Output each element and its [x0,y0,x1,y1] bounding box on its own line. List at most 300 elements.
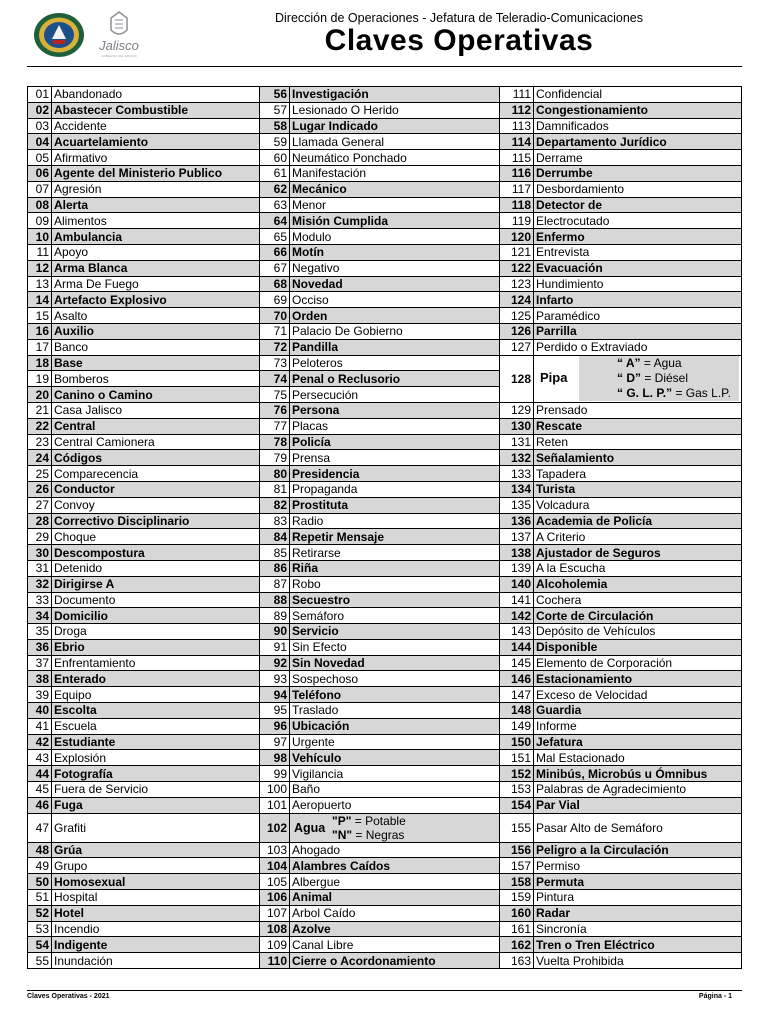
code-number: 113 [500,118,534,134]
table-row [28,181,742,197]
code-label: Accidente [52,118,260,134]
code-number: 50 [28,874,52,890]
code-label: Vuelta Prohibida [534,953,742,969]
code-label: Informe [534,718,742,734]
code-label: Servicio [290,624,500,640]
code-label: Penal o Reclusorio [290,371,500,387]
code-label: Ajustador de Seguros [534,545,742,561]
code-number: 104 [260,858,290,874]
code-label: Infarto [534,292,742,308]
code-label: Ebrio [52,639,260,655]
code-label: Choque [52,529,260,545]
code-label: Dirigirse A [52,576,260,592]
code-label: Tapadera [534,466,742,482]
code-number: 108 [260,921,290,937]
code-label: Confidencial [534,87,742,103]
code-number: 73 [260,355,290,371]
page-title: Claves Operativas [324,24,594,57]
table-row [28,150,742,166]
code-number: 80 [260,466,290,482]
code-label: Cierre o Acordonamiento [290,953,500,969]
code-number: 90 [260,624,290,640]
code-label: Hospital [52,890,260,906]
code-option [579,371,739,386]
code-number: 100 [260,782,290,798]
table-row [28,418,742,434]
code-label: Indigente [52,937,260,953]
code-option [332,828,406,842]
code-label: Par Vial [534,797,742,813]
code-number: 28 [28,513,52,529]
code-label: Persecución [290,387,500,403]
table-row [28,858,742,874]
code-number: 03 [28,118,52,134]
code-label: Ambulancia [52,229,260,245]
code-label-text: Pipa [540,370,568,386]
code-number: 139 [500,560,534,576]
code-number: 150 [500,734,534,750]
code-label: Turista [534,481,742,497]
code-number: 111 [500,87,534,103]
code-label: Estacionamiento [534,671,742,687]
code-number: 103 [260,842,290,858]
code-number: 105 [260,874,290,890]
code-label: Códigos [52,450,260,466]
code-number: 148 [500,703,534,719]
code-number: 68 [260,276,290,292]
code-number: 17 [28,339,52,355]
code-number: 52 [28,905,52,921]
code-label: Evacuación [534,260,742,276]
code-number: 78 [260,434,290,450]
code-label: Mal Estacionado [534,750,742,766]
code-number: 99 [260,766,290,782]
code-label: Artefacto Explosivo [52,292,260,308]
code-number: 102 [260,813,290,842]
code-number: 04 [28,134,52,150]
table-row [28,513,742,529]
code-label: Jefatura [534,734,742,750]
code-number: 82 [260,497,290,513]
code-number: 58 [260,118,290,134]
table-row [28,766,742,782]
code-label: Base [52,355,260,371]
code-number: 130 [500,418,534,434]
code-number: 163 [500,953,534,969]
code-number: 33 [28,592,52,608]
code-label: Lesionado O Herido [290,102,500,118]
table-row [28,874,742,890]
code-number: 109 [260,937,290,953]
code-label: Manifestación [290,165,500,181]
code-number: 62 [260,181,290,197]
code-number: 97 [260,734,290,750]
code-number: 94 [260,687,290,703]
table-row [28,921,742,937]
code-number: 155 [500,813,534,842]
code-number: 123 [500,276,534,292]
code-number: 46 [28,797,52,813]
option-key: “ G. L. P.” [617,386,673,401]
code-label: Bomberos [52,371,260,387]
code-label: Sincronía [534,921,742,937]
code-number: 65 [260,229,290,245]
code-number: 119 [500,213,534,229]
code-label: Desbordamiento [534,181,742,197]
table-row [28,782,742,798]
table-row [28,308,742,324]
code-label: Explosión [52,750,260,766]
table-row [28,466,742,482]
code-number: 34 [28,608,52,624]
code-number: 15 [28,308,52,324]
code-label: Mecánico [290,181,500,197]
code-label: Modulo [290,229,500,245]
code-number: 153 [500,782,534,798]
code-label: Agresión [52,181,260,197]
code-number: 116 [500,165,534,181]
table-row [28,197,742,213]
code-number: 95 [260,703,290,719]
code-label: Detenido [52,560,260,576]
code-number: 18 [28,355,52,371]
code-number: 42 [28,734,52,750]
code-number: 69 [260,292,290,308]
code-label: Exceso de Velocidad [534,687,742,703]
code-label: Arma De Fuego [52,276,260,292]
code-number: 24 [28,450,52,466]
code-number: 147 [500,687,534,703]
code-number: 91 [260,639,290,655]
code-number: 134 [500,481,534,497]
code-label [534,355,742,402]
code-number: 48 [28,842,52,858]
code-label: Depósito de Vehículos [534,624,742,640]
code-number: 137 [500,529,534,545]
code-label: Acuartelamiento [52,134,260,150]
code-label: Correctivo Disciplinario [52,513,260,529]
jalisco-logo [90,10,148,58]
code-number: 135 [500,497,534,513]
code-number: 127 [500,339,534,355]
code-label: Equipo [52,687,260,703]
code-label: Fotografía [52,766,260,782]
code-number: 110 [260,953,290,969]
code-number: 145 [500,655,534,671]
table-row [28,323,742,339]
code-number: 84 [260,529,290,545]
code-number: 20 [28,387,52,403]
code-number: 02 [28,102,52,118]
code-label: Derrame [534,150,742,166]
code-number: 83 [260,513,290,529]
code-number: 19 [28,371,52,387]
code-label: Permuta [534,874,742,890]
code-label: Negativo [290,260,500,276]
table-row [28,703,742,719]
code-label: Estudiante [52,734,260,750]
code-label: Pandilla [290,339,500,355]
code-label: Apoyo [52,244,260,260]
code-number: 85 [260,545,290,561]
table-row [28,481,742,497]
code-label: Radar [534,905,742,921]
code-label: Incendio [52,921,260,937]
code-label: Reten [534,434,742,450]
code-label: Enterado [52,671,260,687]
footer-doc-name: Claves Operativas - 2021 [27,993,110,1000]
code-label: Canino o Camino [52,387,260,403]
code-number: 21 [28,402,52,418]
code-number: 120 [500,229,534,245]
option-value: = Gas L.P. [672,386,731,401]
code-label: Semáforo [290,608,500,624]
department-subtitle: Dirección de Operaciones - Jefatura de Teleradio-Comunicaciones [274,11,644,25]
table-row [28,529,742,545]
table-row [28,276,742,292]
code-label: Prensado [534,402,742,418]
code-label: Detector de [534,197,742,213]
code-label: Teléfono [290,687,500,703]
code-number: 136 [500,513,534,529]
code-label: A Criterio [534,529,742,545]
code-label: Sospechoso [290,671,500,687]
code-label: Escolta [52,703,260,719]
code-label: Comparecencia [52,466,260,482]
table-row [28,292,742,308]
table-row [28,545,742,561]
code-label: Secuestro [290,592,500,608]
code-label: Misión Cumplida [290,213,500,229]
code-number: 71 [260,323,290,339]
code-number: 146 [500,671,534,687]
code-number: 74 [260,371,290,387]
code-number: 79 [260,450,290,466]
code-number: 67 [260,260,290,276]
code-label: Propaganda [290,481,500,497]
code-number: 159 [500,890,534,906]
code-number: 161 [500,921,534,937]
code-label: Prostituta [290,497,500,513]
code-label: Presidencia [290,466,500,482]
code-label: Elemento de Corporación [534,655,742,671]
document-header [0,0,768,70]
code-label: Canal Libre [290,937,500,953]
code-label: Ubicación [290,718,500,734]
table-row [28,560,742,576]
table-row [28,244,742,260]
code-label [290,813,500,842]
code-number: 151 [500,750,534,766]
code-number: 124 [500,292,534,308]
jalisco-logo-subtext: GOBIERNO DEL ESTADO [101,54,137,58]
code-number: 14 [28,292,52,308]
code-label: Damnificados [534,118,742,134]
code-number: 66 [260,244,290,260]
code-label: Droga [52,624,260,640]
code-label: Pintura [534,890,742,906]
code-number: 22 [28,418,52,434]
code-number: 51 [28,890,52,906]
code-label: Banco [52,339,260,355]
code-label: Disponible [534,639,742,655]
code-option [332,814,406,828]
code-label: Escuela [52,718,260,734]
code-number: 44 [28,766,52,782]
code-number: 12 [28,260,52,276]
code-label: Sin Novedad [290,655,500,671]
code-label: Orden [290,308,500,324]
code-number: 88 [260,592,290,608]
code-number: 40 [28,703,52,719]
code-number: 121 [500,244,534,260]
table-row [28,339,742,355]
code-number: 141 [500,592,534,608]
code-number: 25 [28,466,52,482]
code-option [579,356,739,371]
option-value: = Potable [351,813,406,828]
code-label: Enfermo [534,229,742,245]
code-number: 106 [260,890,290,906]
code-label: Animal [290,890,500,906]
code-label: Placas [290,418,500,434]
code-number: 126 [500,323,534,339]
code-label: Cochera [534,592,742,608]
option-value: = Negras [352,827,405,842]
code-label: Baño [290,782,500,798]
code-number: 132 [500,450,534,466]
option-value: = Diésel [641,371,689,386]
code-label: Homosexual [52,874,260,890]
code-number: 39 [28,687,52,703]
code-label: Abandonado [52,87,260,103]
code-number: 10 [28,229,52,245]
code-number: 138 [500,545,534,561]
code-number: 101 [260,797,290,813]
code-number: 63 [260,197,290,213]
code-number: 37 [28,655,52,671]
code-number: 06 [28,165,52,181]
table-row [28,87,742,103]
code-label: A la Escucha [534,560,742,576]
code-label: Riña [290,560,500,576]
code-number: 70 [260,308,290,324]
code-label: Afirmativo [52,150,260,166]
code-number: 75 [260,387,290,403]
code-label: Volcadura [534,497,742,513]
code-label: Parrilla [534,323,742,339]
code-number: 05 [28,150,52,166]
code-number: 129 [500,402,534,418]
code-number: 49 [28,858,52,874]
code-number: 30 [28,545,52,561]
code-label: Sin Efecto [290,639,500,655]
code-number: 117 [500,181,534,197]
table-row [28,118,742,134]
code-number: 115 [500,150,534,166]
table-row [28,734,742,750]
code-label: Fuera de Servicio [52,782,260,798]
code-label: Fuga [52,797,260,813]
code-label: Robo [290,576,500,592]
table-row [28,639,742,655]
code-label: Asalto [52,308,260,324]
code-number: 96 [260,718,290,734]
table-row [28,718,742,734]
code-number: 54 [28,937,52,953]
code-number: 45 [28,782,52,798]
code-number: 92 [260,655,290,671]
code-label: Electrocutado [534,213,742,229]
code-number: 59 [260,134,290,150]
code-number: 128 [500,355,534,402]
table-row [28,750,742,766]
code-number: 76 [260,402,290,418]
code-label: Derrumbe [534,165,742,181]
code-number: 61 [260,165,290,181]
code-number: 162 [500,937,534,953]
code-number: 160 [500,905,534,921]
table-row [28,402,742,418]
code-label: Hotel [52,905,260,921]
code-number: 122 [500,260,534,276]
code-label: Lugar Indicado [290,118,500,134]
table-row [28,937,742,953]
code-number: 131 [500,434,534,450]
code-number: 36 [28,639,52,655]
code-label: Occiso [290,292,500,308]
code-number: 29 [28,529,52,545]
table-row [28,592,742,608]
code-number: 26 [28,481,52,497]
code-number: 09 [28,213,52,229]
code-label: Vigilancia [290,766,500,782]
code-label: Palacio De Gobierno [290,323,500,339]
code-number: 38 [28,671,52,687]
code-number: 140 [500,576,534,592]
code-number: 112 [500,102,534,118]
option-key: "N" [332,827,353,842]
option-value: = Agua [640,356,682,371]
code-label: Paramédico [534,308,742,324]
code-label: Guardia [534,703,742,719]
crest-icon [90,10,148,40]
table-row [28,260,742,276]
code-number: 27 [28,497,52,513]
code-label: Señalamiento [534,450,742,466]
code-label: Radio [290,513,500,529]
code-label: Repetir Mensaje [290,529,500,545]
code-number: 77 [260,418,290,434]
table-row [28,797,742,813]
code-label: Alambres Caídos [290,858,500,874]
code-label: Corte de Circulación [534,608,742,624]
code-label: Abastecer Combustible [52,102,260,118]
code-option [579,386,739,401]
state-seal-icon [33,12,85,58]
code-label: Auxilio [52,323,260,339]
code-label: Pasar Alto de Semáforo [534,813,742,842]
code-number: 86 [260,560,290,576]
code-label: Conductor [52,481,260,497]
code-label: Central Camionera [52,434,260,450]
code-number: 55 [28,953,52,969]
option-key: “ A” [617,356,641,371]
code-number: 118 [500,197,534,213]
code-label: Minibús, Microbús u Ómnibus [534,766,742,782]
table-row [28,953,742,969]
code-number: 156 [500,842,534,858]
